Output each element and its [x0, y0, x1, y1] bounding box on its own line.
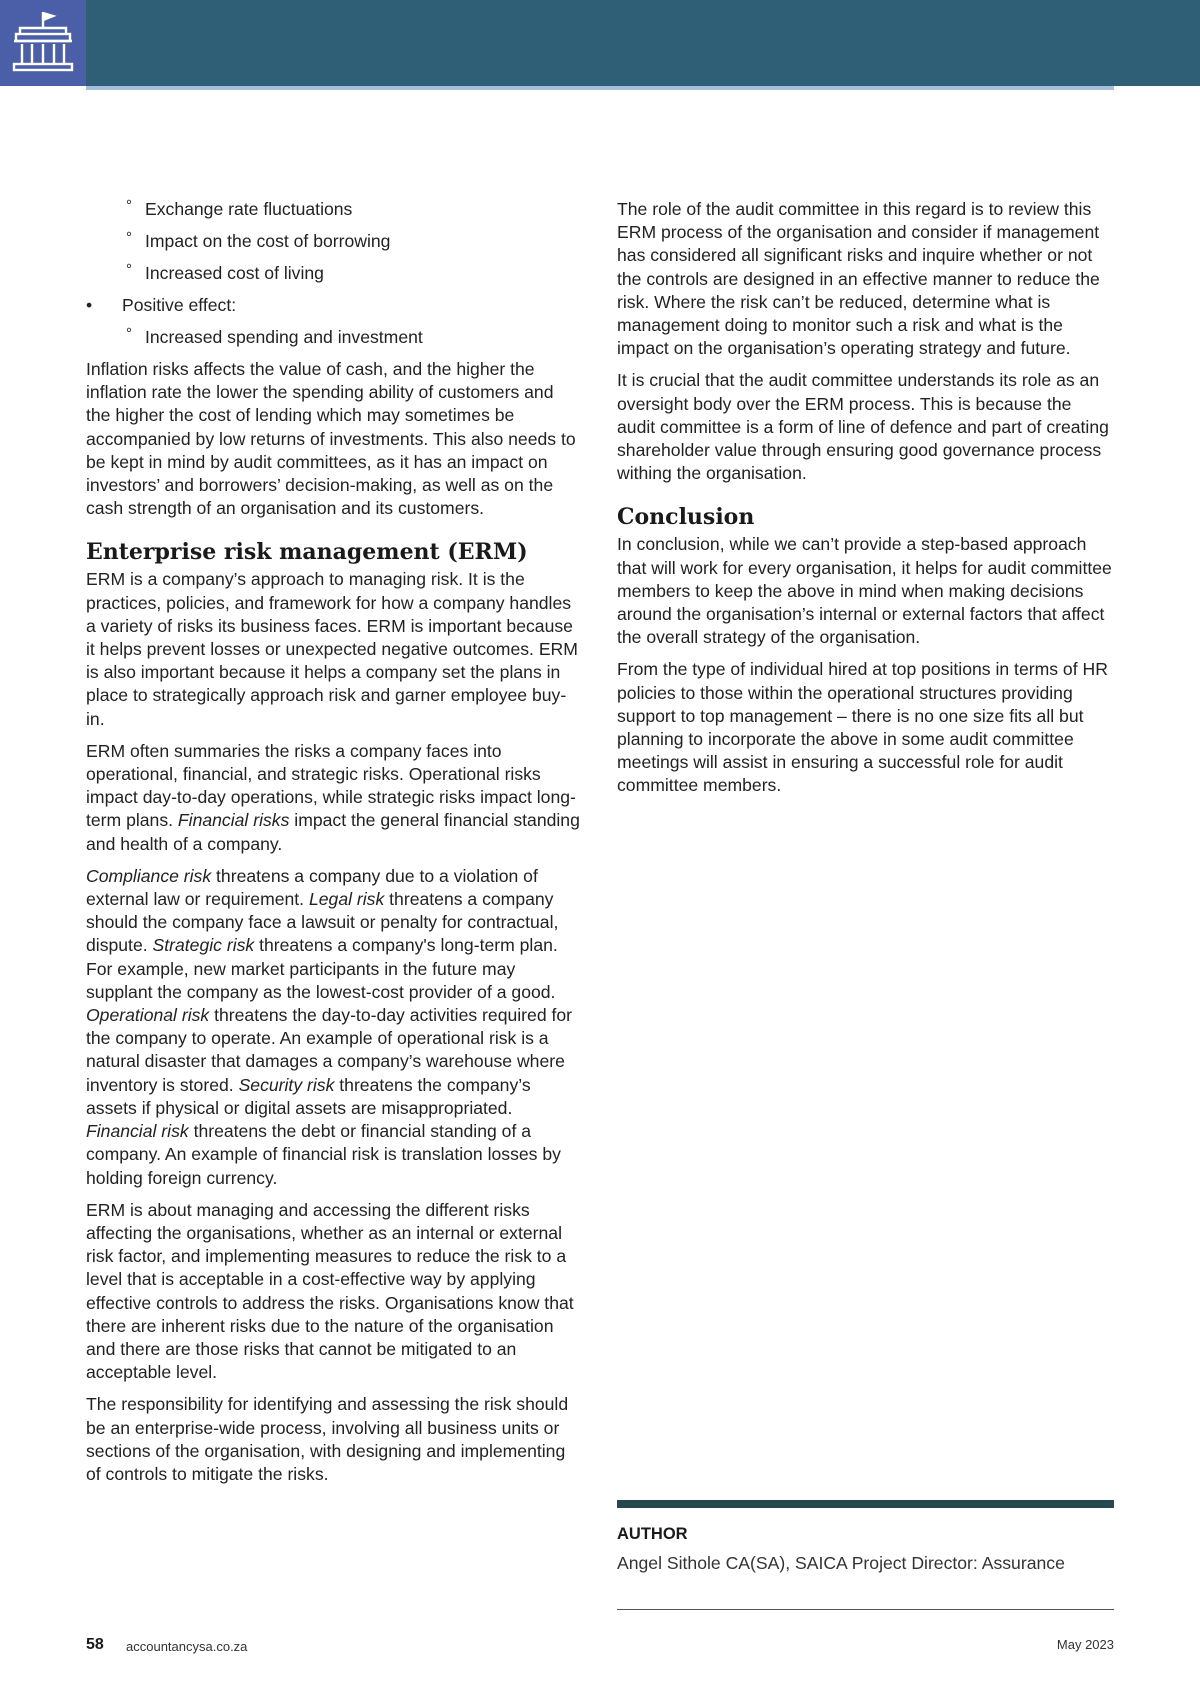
heading-erm: Enterprise risk management (ERM): [86, 539, 528, 566]
footer-website: accountancysa.co.za: [126, 1639, 248, 1654]
logo: [0, 0, 86, 86]
page-number: 58: [86, 1636, 104, 1653]
paragraph-erm-4: ERM is about managing and accessing the different risks affecting the organisations, whether as an internal or external risk factor, and implementing measures to reduce the risk to a level that is acceptable in a cost-effective way by applying effective controls to address the risks. Organisations know that there are inherent risks due to the nature of the organisation and there are those risks that cannot be mitigated to an acceptable level.: [86, 1199, 574, 1383]
paragraph-conclusion-1: In conclusion, while we can’t provide a step-based approach that will work for every organisation, it helps for audit committee members to keep the above in mind when making decisions around the organisation’s internal or external factors that affect the overall strategy of the organisation.: [617, 534, 1112, 648]
list-item: ° Increased cost of living: [126, 261, 324, 283]
footer-date: May 2023: [1056, 1637, 1114, 1652]
author-divider: [617, 1500, 1114, 1508]
building-flag-icon: [10, 8, 76, 76]
list-item: ° Increased spending and investment: [126, 325, 423, 347]
header-bar: [0, 0, 1200, 86]
paragraph-conclusion-2: From the type of individual hired at top positions in terms of HR policies to those within the operational structures providing support to top management – there is no one size fits all but planning to incorporate the above in some audit committee meetings will assist in ensuring a successful role for audit committee members.: [617, 659, 1108, 796]
paragraph-erm-risks: Compliance risk threatens a company due to a violation of external law or requirement. Legal risk threatens a company should the company face a lawsuit or penalty for contractual, dispute. Strategic risk threatens a company's long-term plan. For example, new market participants in the future may supplant the company as the lowest-cost provider of a good. Operational risk threatens the day-to-day activities required for the company to operate. An example of operational risk is a natural disaster that damages a company’s warehouse where inventory is stored. Security risk threatens the company’s assets if physical or digital assets are misappropriated. Financial risk threatens the debt or financial standing of a company. An example of financial risk is translation losses by holding foreign currency.: [86, 865, 573, 1188]
paragraph-audit-role: The role of the audit committee in this regard is to review this ERM process of the organisation and consider if management has considered all significant risks and inquire whether or not the controls are designed in an effective manner to reduce the risk. Where the risk can’t be reduced, determine what is management doing to monitor such a risk and what is the impact on the organisation’s operating strategy and future.: [617, 199, 1100, 359]
heading-conclusion: Conclusion: [617, 504, 755, 531]
left-column: [86, 198, 580, 1495]
paragraph-erm-2: ERM often summaries the risks a company faces into operational, financial, and strategic risks. Operational risks impact day-to-day operations, while strategic risks impact long-term plans. Financial risks impact the general financial standing and health of a company.: [86, 740, 580, 854]
paragraph-oversight: It is crucial that the audit committee understands its role as an oversight body over the ERM process. This is because the audit committee is a form of line of defence and part of creating shareholder value through ensuring good governance process withing the organisation.: [617, 370, 1109, 484]
list-item: • Positive effect:: [86, 295, 237, 315]
paragraph-inflation: Inflation risks affects the value of cash, and the higher the inflation rate the lower the spending ability of customers and the higher the cost of lending which may sometimes be accompanied by low returns of investments. This also needs to be kept in mind by audit committees, as it has an impact on investors’ and borrowers’ decision-making, as well as on the cash strength of an organisation and its customers.: [86, 359, 576, 519]
right-column: [617, 198, 1114, 807]
list-item: ° Exchange rate fluctuations: [126, 197, 353, 219]
author-bottom-divider: [617, 1609, 1114, 1610]
paragraph-erm-5: The responsibility for identifying and assessing the risk should be an enterprise-wide process, involving all business units or sections of the organisation, with designing and implementing of controls to mitigate the risks.: [86, 1394, 569, 1484]
paragraph-erm-1: ERM is a company’s approach to managing risk. It is the practices, policies, and framework for how a company handles a variety of risks its business faces. ERM is important because it helps prevent losses or unexpected negative outcomes. ERM is also important because it helps a company set the plans in place to strategically approach risk and garner employee buy-in.: [86, 569, 578, 729]
list-item: ° Impact on the cost of borrowing: [126, 229, 391, 251]
author-name: Angel Sithole CA(SA), SAICA Project Director: Assurance: [617, 1553, 1065, 1573]
author-label: AUTHOR: [617, 1525, 688, 1543]
header-accent-line: [86, 86, 1114, 90]
